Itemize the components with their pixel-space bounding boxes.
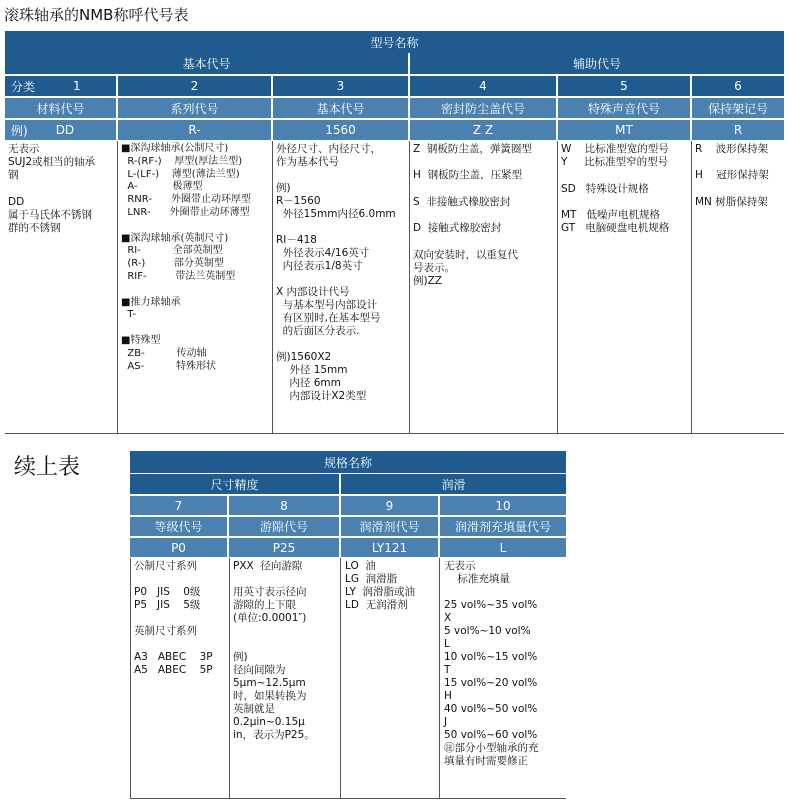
col-num-6: 6 [692, 76, 784, 96]
t2-example-fill: L [440, 538, 566, 557]
t1-body-basic: 外径尺寸、内径尺寸， 作为基本代号 例) R－1560 外径15mm内径6.0mm RI－418 外径表示4/16英寸 内径表示1/8英寸 X 内部设计代号 与基本型号内部设计 有区别时,在基本型号 的后面区分表示. 例)1560X2 外径 15mm 内径 6mm 内部设计X2类型 [276, 143, 396, 402]
t2-group-precision: 尺寸精度 [130, 474, 339, 494]
t2-num-10: 10 [440, 496, 566, 515]
example-value-3: 1560 [273, 120, 408, 140]
category-label: 分类 [11, 79, 36, 94]
col-title-series: 系列代号 [118, 98, 271, 118]
t2-body-lubricant: LO 油 LG 润滑脂 LY 润滑脂或油 LD 无润滑剂 [345, 560, 416, 611]
t2-title-lubricant: 润滑剂代号 [341, 517, 438, 536]
example-value-4: Z Z [410, 120, 556, 140]
example-value-6: R [692, 120, 784, 140]
col-title-basic: 基本代号 [273, 98, 408, 118]
col-num-5: 5 [558, 76, 690, 96]
t1-body-series: ■深沟球轴承(公制尺寸) R-(RF-) 厚型(厚法兰型) L-(LF-) 薄型(薄法兰型) A- 极薄型 RNR- 外圈带止动环厚型 LNR- 外圈带止动环薄型 ■深沟球轴承(英制尺寸) RI- 全部英制型 (R-) 部分英制型 RIF- 带法兰英制型 ■推力球轴承 T- ■特殊型 ZB- 传动轴 AS- 特殊形状 [121, 143, 252, 372]
t2-num-9: 9 [341, 496, 438, 515]
t2-body-fill: 无表示 标准充填量 25 vol%~35 vol% X 5 vol%~10 vol% L 10 vol%~15 vol% T 15 vol%~20 vol% H 40 vol%~50 vol% J 50 vol%~60 vol% ㊟部分小型轴承的充 填量有时需要修正 [444, 560, 539, 767]
t1-body-noise: W 比标准型宽的型号 Y 比标准型窄的型号 SD 特殊设计规格 MT 低噪声电机规格 GT 电脑硬盘电机规格 [561, 143, 670, 235]
t2-title-fill: 润滑剂充填量代号 [440, 517, 566, 536]
t2-header: 规格名称 [130, 451, 566, 473]
t2-num-8: 8 [229, 496, 339, 515]
col-title-seal: 密封防尘盖代号 [410, 98, 556, 118]
col-num-2: 2 [118, 76, 271, 96]
t1-body-material: 无表示 SUJ2或相当的轴承 钢 DD 属于马氏体不锈钢 群的不锈钢 [8, 143, 96, 235]
t2-num-7: 7 [130, 496, 227, 515]
t1-basic-header: 基本代号 [5, 53, 408, 74]
example-value-2: R- [118, 120, 271, 140]
t2-body-grade: 公制尺寸系列 P0 JIS 0级 P5 JIS 5级 英制尺寸系列 A3 ABEC 3P A5 ABEC 5P [134, 560, 213, 676]
t2-example-clearance: P25 [229, 538, 339, 557]
t2-title-grade: 等级代号 [130, 517, 227, 536]
t1-aux-header: 辅助代号 [410, 53, 784, 74]
col-num-4: 4 [410, 76, 556, 96]
col-title-material: 材料代号 [5, 98, 116, 118]
t1-body-seal: Z 钢板防尘盖，弹簧圈型 H 钢板防尘盖，压紧型 S 非接触式橡胶密封 D 接触式橡胶密封 双向安装时，以重复代 号表示。 例)ZZ [413, 143, 532, 288]
t2-title-clearance: 游隙代号 [229, 517, 339, 536]
t1-body-cage: R 波形保持架 H 冠形保持架 MN 树脂保持架 [695, 143, 769, 208]
t1-header: 型号名称 [5, 31, 784, 53]
t2-example-grade: P0 [130, 538, 227, 557]
example-cell-1 [5, 120, 116, 140]
example-label: 例) [11, 123, 28, 138]
section-title: 续上表 [14, 455, 81, 480]
col-num-1: 1 [73, 79, 81, 93]
page-title: 滚珠轴承的NMB称呼代号表 [4, 6, 189, 24]
example-value-5: MT [558, 120, 690, 140]
example-value-1: DD [55, 123, 75, 137]
col-title-cage: 保持架记号 [692, 98, 784, 118]
t2-example-lubricant: LY121 [341, 538, 438, 557]
col-title-noise: 特殊声音代号 [558, 98, 690, 118]
t2-group-lubrication: 润滑 [341, 474, 566, 494]
t2-body-clearance: PXX 径向游隙 用英寸表示径向 游隙的上下限 (单位:0.0001″) 例) 径向间隙为 5μm~12.5μm 时，如果转换为 英制就是 0.2μin~0.15μ in，表示为P25。 [233, 560, 315, 741]
col-num-3: 3 [273, 76, 408, 96]
t1-category-cell [5, 76, 116, 96]
